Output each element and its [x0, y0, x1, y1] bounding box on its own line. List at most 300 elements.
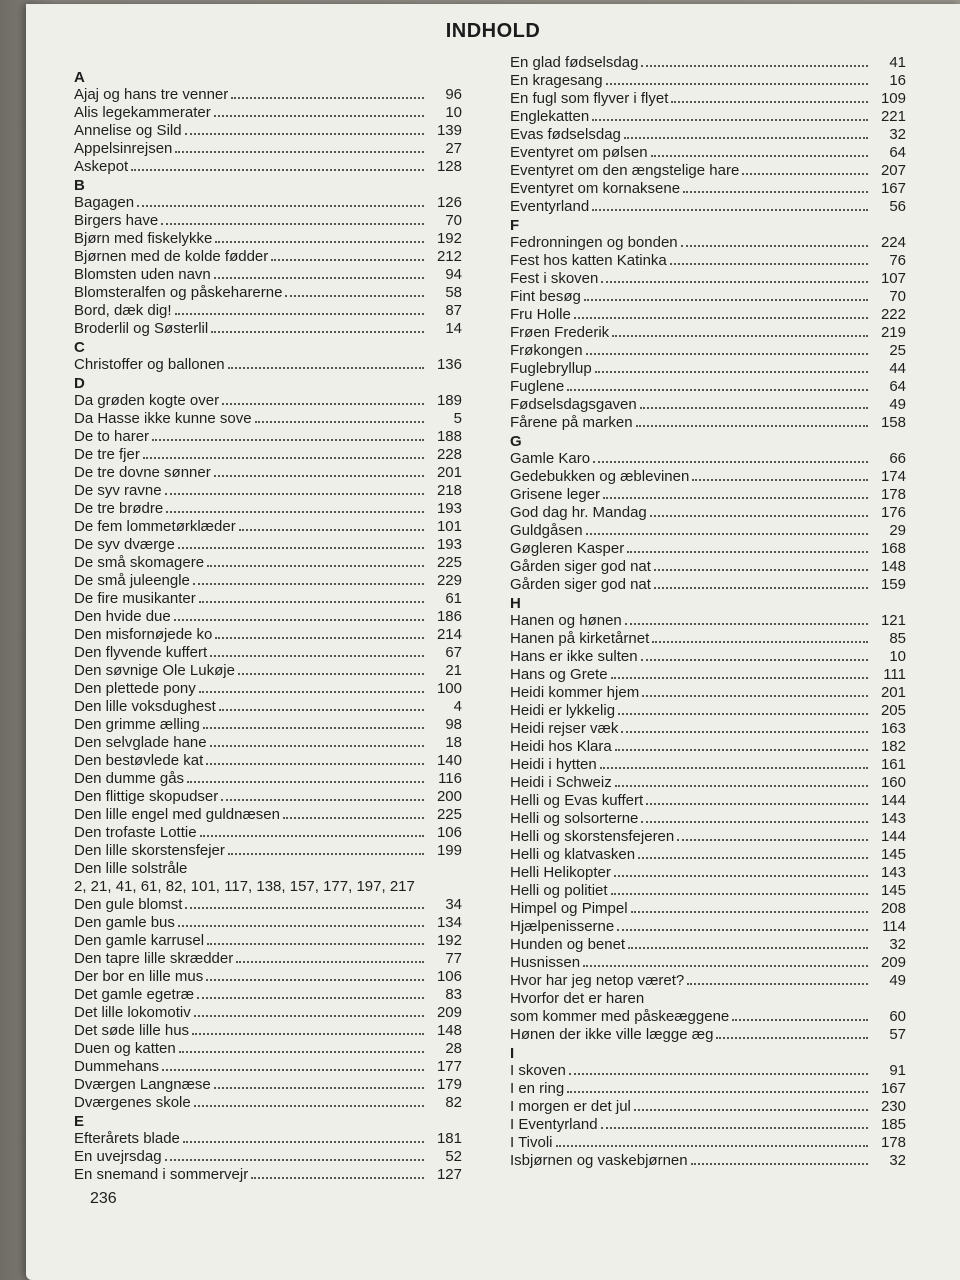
entry-title: Hønen der ikke ville lægge æg: [510, 1026, 714, 1043]
entry-page-number: 200: [436, 788, 462, 805]
toc-entry: [510, 882, 906, 900]
entry-page-number: 106: [436, 968, 462, 985]
toc-entry: [74, 122, 462, 140]
section-letter: F: [510, 217, 520, 234]
entry-title: Den gamle bus: [74, 914, 175, 931]
toc-entry: [510, 342, 906, 360]
entry-page-number: 148: [880, 558, 906, 575]
entry-page-number: 16: [889, 72, 906, 89]
entry-page-number: 70: [445, 212, 462, 229]
entry-page-number: 128: [436, 158, 462, 175]
section-letter: A: [74, 69, 85, 86]
entry-page-number: 83: [445, 986, 462, 1003]
dot-leader: [593, 461, 868, 463]
entry-title: Heidi rejser væk: [510, 720, 619, 737]
dot-leader: [194, 1105, 424, 1107]
toc-entry: [510, 324, 906, 342]
entry-title: Hvor har jeg netop været?: [510, 972, 685, 989]
entry-page-number: 168: [880, 540, 906, 557]
entry-title: Grisene leger: [510, 486, 601, 503]
entry-page-number: 121: [880, 612, 906, 629]
toc-entry: [74, 194, 462, 212]
entry-page-number: 116: [438, 770, 462, 787]
toc-entry: [510, 414, 906, 432]
entry-page-number: 192: [436, 932, 462, 949]
entry-page-number: 148: [436, 1022, 462, 1039]
entry-title: Dværgenes skole: [74, 1094, 191, 1111]
toc-entry: [510, 1152, 906, 1170]
dot-leader: [214, 277, 424, 279]
entry-title: Bord, dæk dig!: [74, 302, 172, 319]
entry-page-number: 67: [445, 644, 462, 661]
entry-page-number: 61: [445, 590, 462, 607]
entry-title: Helli og klatvasken: [510, 846, 636, 863]
toc-entry: [74, 1076, 462, 1094]
entry-title: Det lille lokomotiv: [74, 1004, 191, 1021]
entry-page-number: 100: [436, 680, 462, 697]
toc-entry: [510, 612, 906, 630]
dot-leader: [614, 875, 868, 877]
toc-entry: [510, 864, 906, 882]
dot-leader: [285, 295, 424, 297]
dot-leader: [215, 241, 424, 243]
toc-entry: [74, 968, 462, 986]
entry-title: De tre dovne sønner: [74, 464, 211, 481]
dot-leader: [193, 583, 424, 585]
entry-title: De tre fjer: [74, 446, 140, 463]
entry-page-number: 52: [445, 1148, 462, 1165]
entry-title: Alis legekammerater: [74, 104, 211, 121]
toc-entry: [510, 198, 906, 216]
entry-page-number: 182: [880, 738, 906, 755]
toc-entry: [74, 1148, 462, 1166]
toc-entry: [74, 824, 462, 842]
toc-entry: [510, 144, 906, 162]
entry-title: Dværgen Langnæse: [74, 1076, 211, 1093]
entry-title: Dummehans: [74, 1058, 160, 1075]
entry-title: De syv dværge: [74, 536, 175, 553]
dot-leader: [175, 151, 424, 153]
entry-page-number: 161: [880, 756, 906, 773]
dot-leader: [670, 263, 868, 265]
entry-page-number: 143: [880, 864, 906, 881]
entry-title: Blomsteralfen og påskeharerne: [74, 284, 283, 301]
entry-title: Eventyret om den ængstelige hare: [510, 162, 740, 179]
entry-title: Den lille skorstensfejer: [74, 842, 225, 859]
entry-page-number: 85: [889, 630, 906, 647]
toc-entry: [510, 1062, 906, 1080]
entry-page-number: 25: [889, 342, 906, 359]
toc-entry: [74, 950, 462, 968]
dot-leader: [692, 479, 868, 481]
toc-entry: [510, 558, 906, 576]
toc-entry: [74, 284, 462, 302]
dot-leader: [742, 173, 868, 175]
entry-title: De små skomagere: [74, 554, 205, 571]
entry-title: Broderlil og Søsterlil: [74, 320, 209, 337]
entry-page-number: 229: [436, 572, 462, 589]
dot-leader: [606, 83, 868, 85]
entry-title: Duen og katten: [74, 1040, 176, 1057]
entry-title: Bjørn med fiskelykke: [74, 230, 213, 247]
dot-leader: [681, 245, 868, 247]
toc-entry: [510, 522, 906, 540]
dot-leader: [583, 965, 868, 967]
entry-title: Eventyret om kornaksene: [510, 180, 681, 197]
toc-entry: [74, 446, 462, 464]
dot-leader: [611, 893, 868, 895]
toc-text-line: 2, 21, 41, 61, 82, 101, 117, 138, 157, 177, 197, 217: [74, 878, 415, 895]
dot-leader: [251, 1177, 424, 1179]
toc-entry: [510, 648, 906, 666]
entry-page-number: 82: [445, 1094, 462, 1111]
entry-page-number: 219: [880, 324, 906, 341]
toc-entry: [510, 270, 906, 288]
toc-entry: [510, 1134, 906, 1152]
entry-title: Fint besøg: [510, 288, 581, 305]
entry-title: Hunden og benet: [510, 936, 626, 953]
toc-entry: [510, 306, 906, 324]
entry-page-number: 111: [883, 666, 906, 683]
dot-leader: [185, 133, 424, 135]
entry-page-number: 177: [436, 1058, 462, 1075]
entry-title: En snemand i sommervejr: [74, 1166, 249, 1183]
entry-page-number: 178: [880, 486, 906, 503]
dot-leader: [732, 1019, 868, 1021]
entry-page-number: 18: [445, 734, 462, 751]
entry-title: Heidi i hytten: [510, 756, 597, 773]
dot-leader: [650, 515, 868, 517]
toc-entry: [510, 810, 906, 828]
toc-entry: [74, 140, 462, 158]
dot-leader: [642, 695, 868, 697]
toc-entry: [510, 378, 906, 396]
entry-page-number: 160: [880, 774, 906, 791]
section-letter: I: [510, 1045, 515, 1062]
dot-leader: [569, 1073, 868, 1075]
dot-leader: [199, 601, 424, 603]
dot-leader: [166, 511, 424, 513]
toc-entry: [74, 1094, 462, 1112]
dot-leader: [654, 587, 868, 589]
entry-page-number: 167: [880, 1080, 906, 1097]
entry-title: Helli og solsorterne: [510, 810, 639, 827]
entry-page-number: 144: [880, 828, 906, 845]
entry-title: Evas fødselsdag: [510, 126, 621, 143]
dot-leader: [600, 767, 868, 769]
dot-leader: [236, 961, 424, 963]
dot-leader: [137, 205, 424, 207]
toc-entry: [74, 932, 462, 950]
toc-entry: [510, 828, 906, 846]
entry-title: Da Hasse ikke kunne sove: [74, 410, 252, 427]
entry-page-number: 101: [436, 518, 462, 535]
entry-page-number: 218: [436, 482, 462, 499]
entry-title: Blomsten uden navn: [74, 266, 211, 283]
entry-page-number: 41: [889, 54, 906, 71]
toc-entry: [74, 158, 462, 176]
entry-page-number: 32: [889, 936, 906, 953]
dot-leader: [228, 853, 424, 855]
toc-entry: [74, 464, 462, 482]
toc-entry: [74, 788, 462, 806]
entry-title: Gården siger god nat: [510, 576, 651, 593]
entry-page-number: 77: [445, 950, 462, 967]
entry-page-number: 174: [880, 468, 906, 485]
dot-leader: [716, 1037, 868, 1039]
dot-leader: [621, 731, 868, 733]
entry-title: I morgen er det jul: [510, 1098, 631, 1115]
toc-entry: [510, 774, 906, 792]
dot-leader: [203, 727, 424, 729]
entry-title: Den plettede pony: [74, 680, 196, 697]
entry-title: Det søde lille hus: [74, 1022, 190, 1039]
entry-page-number: 225: [436, 554, 462, 571]
toc-entry: [74, 1058, 462, 1076]
entry-title: Frøkongen: [510, 342, 583, 359]
dot-leader: [161, 223, 424, 225]
toc-entry: [510, 72, 906, 90]
entry-title: Helli og politiet: [510, 882, 608, 899]
entry-title: Bagagen: [74, 194, 135, 211]
entry-page-number: 109: [880, 90, 906, 107]
toc-entry: [74, 770, 462, 788]
entry-page-number: 140: [436, 752, 462, 769]
entry-page-number: 49: [889, 972, 906, 989]
toc-entry: [74, 1040, 462, 1058]
entry-page-number: 57: [889, 1026, 906, 1043]
entry-page-number: 209: [880, 954, 906, 971]
entry-page-number: 64: [889, 144, 906, 161]
dot-leader: [152, 439, 424, 441]
toc-column-right: [510, 54, 906, 1170]
dot-leader: [592, 119, 868, 121]
entry-page-number: 56: [889, 198, 906, 215]
dot-leader: [641, 659, 868, 661]
toc-entry: [510, 540, 906, 558]
entry-page-number: 143: [880, 810, 906, 827]
toc-entry: [74, 428, 462, 446]
dot-leader: [210, 655, 424, 657]
toc-entry: [74, 104, 462, 122]
dot-leader: [178, 925, 424, 927]
entry-page-number: 76: [889, 252, 906, 269]
section-letter: C: [74, 339, 85, 356]
toc-entry: [510, 792, 906, 810]
dot-leader: [687, 983, 868, 985]
toc-entry: [510, 1008, 906, 1026]
toc-entry: [74, 1166, 462, 1184]
entry-title: En fugl som flyver i flyet: [510, 90, 669, 107]
toc-entry: [510, 846, 906, 864]
dot-leader: [239, 529, 424, 531]
dot-leader: [612, 335, 868, 337]
dot-leader: [238, 673, 424, 675]
entry-page-number: 163: [880, 720, 906, 737]
entry-page-number: 214: [436, 626, 462, 643]
entry-page-number: 199: [436, 842, 462, 859]
toc-entry: [510, 126, 906, 144]
entry-page-number: 222: [880, 306, 906, 323]
dot-leader: [641, 65, 868, 67]
entry-title: Den flyvende kuffert: [74, 644, 208, 661]
entry-title: Gamle Karo: [510, 450, 591, 467]
toc-entry: [510, 630, 906, 648]
entry-title: Bjørnen med de kolde fødder: [74, 248, 269, 265]
dot-leader: [175, 313, 424, 315]
entry-page-number: 4: [453, 698, 462, 715]
entry-page-number: 201: [880, 684, 906, 701]
toc-entry: [74, 86, 462, 104]
entry-title: Da grøden kogte over: [74, 392, 220, 409]
section-letter: G: [510, 433, 522, 450]
entry-page-number: 209: [436, 1004, 462, 1021]
toc-entry: [510, 666, 906, 684]
toc-entry: [74, 554, 462, 572]
dot-leader: [214, 1087, 424, 1089]
entry-title: Fest i skoven: [510, 270, 599, 287]
toc-entry: [510, 900, 906, 918]
entry-page-number: 70: [889, 288, 906, 305]
entry-page-number: 208: [880, 900, 906, 917]
toc-entry: [74, 482, 462, 500]
entry-title: Den bestøvlede kat: [74, 752, 204, 769]
toc-entry: [74, 806, 462, 824]
dot-leader: [178, 547, 424, 549]
entry-page-number: 181: [436, 1130, 462, 1147]
entry-title: De små juleengle: [74, 572, 190, 589]
entry-page-number: 127: [436, 1166, 462, 1183]
dot-leader: [183, 1141, 424, 1143]
entry-page-number: 178: [880, 1134, 906, 1151]
section-letter: E: [74, 1113, 85, 1130]
entry-title: Den tapre lille skrædder: [74, 950, 234, 967]
toc-entry: [74, 986, 462, 1004]
toc-column-left: [74, 68, 462, 1184]
entry-page-number: 98: [445, 716, 462, 733]
entry-title: Helli Helikopter: [510, 864, 611, 881]
toc-entry: [74, 1004, 462, 1022]
entry-title: Fuglebryllup: [510, 360, 592, 377]
entry-title: Englekatten: [510, 108, 590, 125]
entry-title: De fire musikanter: [74, 590, 196, 607]
book-page: [26, 4, 960, 1280]
entry-title: Fårene på marken: [510, 414, 633, 431]
dot-leader: [228, 367, 424, 369]
entry-title: Fest hos katten Katinka: [510, 252, 667, 269]
toc-entry: [510, 720, 906, 738]
entry-page-number: 32: [889, 126, 906, 143]
dot-leader: [221, 799, 424, 801]
entry-title: En uvejrsdag: [74, 1148, 162, 1165]
toc-entry: [74, 212, 462, 230]
entry-title: Gården siger god nat: [510, 558, 651, 575]
entry-page-number: 5: [453, 410, 462, 427]
dot-leader: [617, 929, 868, 931]
dot-leader: [618, 713, 868, 715]
entry-page-number: 29: [889, 522, 906, 539]
dot-leader: [628, 947, 868, 949]
entry-title: som kommer med påskeæggene: [510, 1008, 730, 1025]
entry-page-number: 207: [880, 162, 906, 179]
toc-text-line: Den lille solstråle: [74, 860, 188, 877]
entry-page-number: 145: [880, 846, 906, 863]
entry-title: I skoven: [510, 1062, 566, 1079]
entry-page-number: 145: [880, 882, 906, 899]
toc-entry: [510, 486, 906, 504]
toc-entry: [510, 738, 906, 756]
dot-leader: [603, 497, 868, 499]
entry-title: Birgers have: [74, 212, 159, 229]
dot-leader: [207, 565, 424, 567]
dot-leader: [131, 169, 424, 171]
entry-title: Fuglene: [510, 378, 565, 395]
entry-title: Heidi er lykkelig: [510, 702, 616, 719]
entry-title: God dag hr. Mandag: [510, 504, 647, 521]
entry-page-number: 134: [436, 914, 462, 931]
entry-title: Heidi hos Klara: [510, 738, 612, 755]
entry-page-number: 87: [445, 302, 462, 319]
entry-title: Den selvglade hane: [74, 734, 207, 751]
entry-title: De syv ravne: [74, 482, 162, 499]
toc-entry: [74, 698, 462, 716]
dot-leader: [586, 533, 868, 535]
section-letter: H: [510, 595, 521, 612]
toc-entry: [510, 702, 906, 720]
toc-entry: [74, 752, 462, 770]
toc-entry: [74, 356, 462, 374]
toc-entry: [74, 716, 462, 734]
entry-title: Efterårets blade: [74, 1130, 180, 1147]
dot-leader: [143, 457, 424, 459]
entry-page-number: 201: [436, 464, 462, 481]
dot-leader: [214, 475, 424, 477]
toc-entry: [510, 180, 906, 198]
entry-page-number: 230: [880, 1098, 906, 1115]
toc-entry: [510, 936, 906, 954]
dot-leader: [631, 911, 868, 913]
dot-leader: [652, 641, 868, 643]
dot-leader: [206, 763, 424, 765]
toc-entry: [510, 252, 906, 270]
entry-title: Fru Holle: [510, 306, 571, 323]
entry-page-number: 186: [436, 608, 462, 625]
toc-entry: [510, 576, 906, 594]
entry-title: I Eventyrland: [510, 1116, 598, 1133]
entry-title: Eventyret om pølsen: [510, 144, 648, 161]
toc-entry: [510, 1026, 906, 1044]
dot-leader: [634, 1109, 868, 1111]
toc-entry: [74, 914, 462, 932]
toc-entry: [74, 1022, 462, 1040]
entry-title: Husnissen: [510, 954, 581, 971]
entry-title: Den grimme ælling: [74, 716, 200, 733]
toc-entry: [74, 500, 462, 518]
entry-page-number: 176: [880, 504, 906, 521]
toc-entry: [510, 90, 906, 108]
entry-page-number: 158: [880, 414, 906, 431]
toc-entry: [510, 918, 906, 936]
entry-page-number: 60: [889, 1008, 906, 1025]
entry-page-number: 188: [436, 428, 462, 445]
dot-leader: [162, 1069, 424, 1071]
dot-leader: [624, 137, 868, 139]
toc-entry: [74, 626, 462, 644]
dot-leader: [211, 331, 424, 333]
entry-title: Frøen Frederik: [510, 324, 610, 341]
dot-leader: [615, 749, 868, 751]
dot-leader: [586, 353, 868, 355]
